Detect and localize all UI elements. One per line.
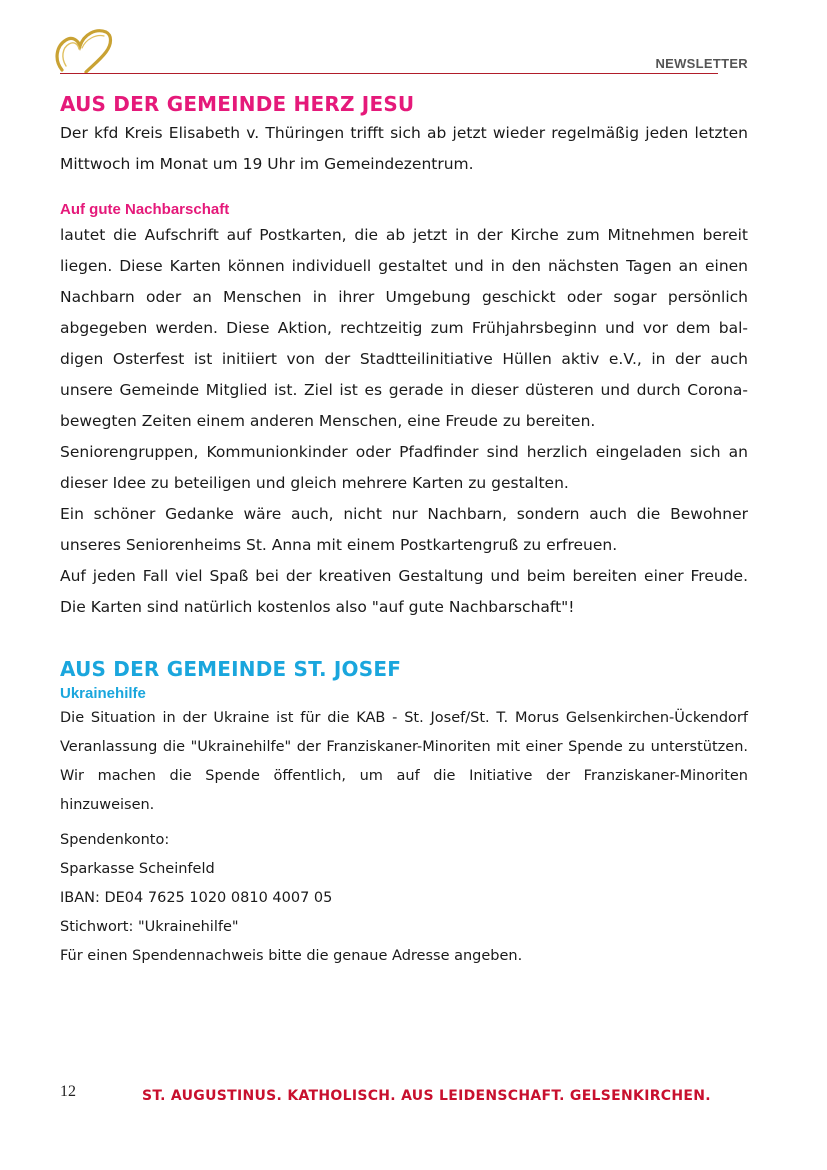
heart-logo-icon (52, 26, 114, 74)
donation-note: Für einen Spendennachweis bitte die genaue Adresse angeben. (60, 948, 523, 964)
bank-name: Sparkasse Scheinfeld (60, 861, 215, 877)
section-title-herz-jesu: AUS DER GEMEINDE HERZ JESU (60, 92, 415, 116)
ukraine-paragraph: Die Situation in der Ukraine ist für die KAB - St. Josef/St. T. Morus Gelsenkirchen-Ückendorf Veranlassung die "Ukrainehilfe" der Franziskaner-Minoriten mit einer Spende zu unterstützen. Wir machen die Spende öffentlich, um auf die Initiative der Franziskaner-Minoriten hinzuweisen. (60, 710, 748, 813)
seniorengruppen-paragraph: Seniorengruppen, Kommunionkinder oder Pfadfinder sind herzlich eingeladen sich an dieser Idee zu beteiligen und gleich mehrere Karten zu gestalten. (60, 443, 748, 492)
keyword: Stichwort: "Ukrainehilfe" (60, 919, 239, 935)
seniorenheim-paragraph: Ein schöner Gedanke wäre auch, nicht nur Nachbarn, sondern auch die Bewohner unseres Seniorenheims St. Anna mit einem Postkartengruß zu erfreuen. (60, 505, 748, 554)
page-number: 12 (60, 1083, 76, 1100)
account-label: Spendenkonto: (60, 832, 170, 848)
donation-details (60, 826, 748, 971)
subheading-ukrainehilfe: Ukrainehilfe (60, 685, 146, 702)
footer-slogan: ST. AUGUSTINUS. KATHOLISCH. AUS LEIDENSCHAFT. GELSENKIRCHEN. (142, 1088, 711, 1104)
freude-paragraph: Auf jeden Fall viel Spaß bei der kreativen Gestaltung und beim bereiten einer Freude. Die Karten sind natürlich kostenlos also "auf gute Nachbarschaft"! (60, 567, 748, 616)
header-divider (60, 73, 718, 74)
main-content (60, 90, 748, 971)
iban: IBAN: DE04 7625 1020 0810 4007 05 (60, 890, 333, 906)
kfd-intro-paragraph: Der kfd Kreis Elisabeth v. Thüringen trifft sich ab jetzt wieder regelmäßig jeden letzten Mittwoch im Monat um 19 Uhr im Gemeindezentrum. (60, 124, 748, 173)
newsletter-label: NEWSLETTER (655, 56, 748, 71)
section-title-st-josef: AUS DER GEMEINDE ST. JOSEF (60, 657, 402, 681)
subheading-nachbarschaft: Auf gute Nachbarschaft (60, 201, 230, 218)
postkarten-paragraph: lautet die Aufschrift auf Postkarten, die ab jetzt in der Kirche zum Mitnehmen bereit liegen. Diese Karten können individuell gestaltet und in den nächsten Tagen an einen Nachbarn oder an Menschen in ihrer Umgebung geschickt oder sogar persönlich abgegeben werden. Diese Aktion, rechtzeitig zum Frühjahrsbeginn und vor dem baldigen Osterfest ist initiiert von der Stadtteilinitiative Hüllen aktiv e.V., in der auch unsere Gemeinde Mitglied ist. Ziel ist es gerade in dieser düsteren und durch Corona-bewegten Zeiten einem anderen Menschen, eine Freude zu bereiten. (60, 226, 748, 430)
